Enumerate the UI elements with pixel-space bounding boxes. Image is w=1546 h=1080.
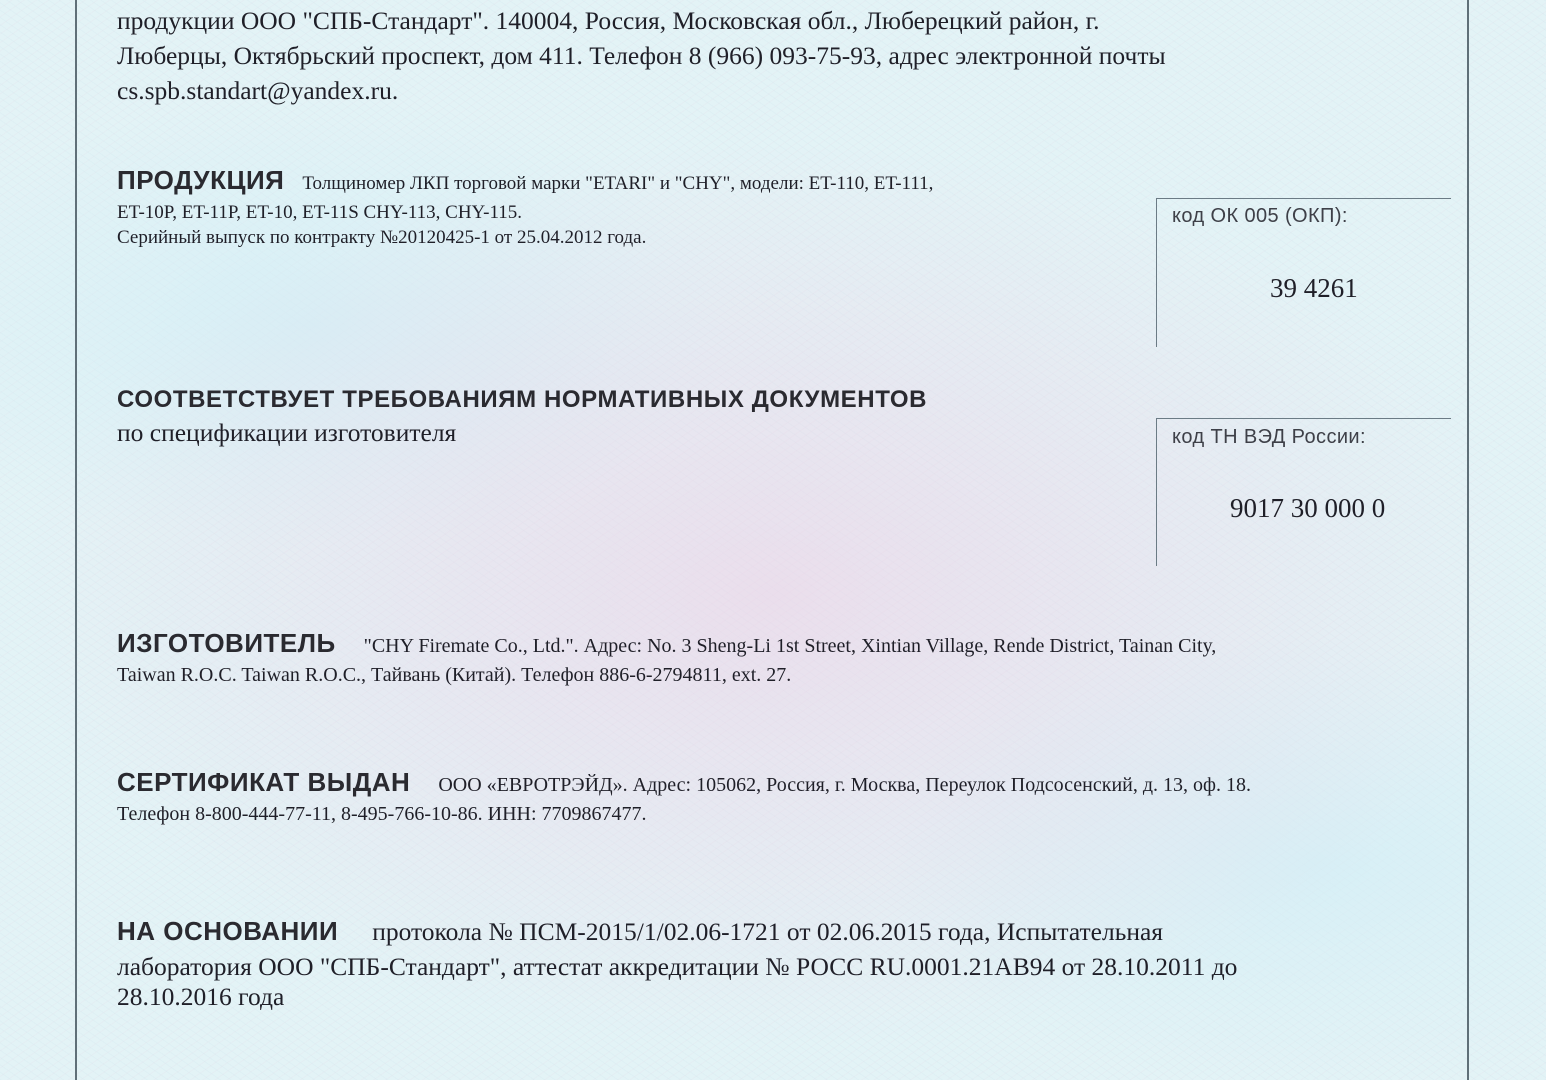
manufacturer-line-2: Taiwan R.O.C. Taiwan R.O.C., Тайвань (Китай). Телефон 886-6-2794811, ext. 27.: [117, 664, 792, 686]
frame-right-border: [1467, 0, 1469, 1080]
conformity-text: по спецификации изготовителя: [117, 418, 457, 447]
manufacturer-heading: ИЗГОТОВИТЕЛЬ: [117, 628, 336, 658]
basis-section: [117, 914, 1237, 1012]
manufacturer-line-1: "CHY Firemate Co., Ltd.". Адрес: No. 3 Sheng-Li 1st Street, Xintian Village, Rende District, Tainan City,: [363, 635, 1217, 657]
basis-line-2: лаборатория ООО "СПБ-Стандарт", аттестат аккредитации № РОСС RU.0001.21АВ94 от 28.10.2011 до: [117, 952, 1238, 981]
applicant-section: [117, 3, 1166, 108]
conformity-section: [117, 383, 927, 449]
basis-line-3: 28.10.2016 года: [117, 982, 285, 1011]
issued-by-section: [117, 767, 1251, 827]
okp-code-value: 39 4261: [1270, 273, 1358, 303]
product-line-3: Серийный выпуск по контракту №20120425-1 от 25.04.2012 года.: [117, 227, 647, 248]
product-line-1: Толщиномер ЛКП торговой марки "ETARI" и "CHY", модели: ET-110, ET-111,: [302, 173, 934, 194]
issued-by-line-2: Телефон 8-800-444-77-11, 8-495-766-10-86. ИНН: 7709867477.: [117, 803, 647, 825]
issued-by-line-1: ООО «ЕВРОТРЭЙД». Адрес: 105062, Россия, г. Москва, Переулок Подсосенский, д. 13, оф. 18.: [438, 774, 1252, 796]
tnved-code-box: [1156, 418, 1451, 566]
applicant-line-1: продукции ООО "СПБ-Стандарт". 140004, Россия, Московская обл., Люберецкий район, г.: [117, 6, 1100, 35]
manufacturer-section: [117, 628, 1216, 688]
okp-code-box: [1156, 198, 1451, 347]
product-section: [117, 165, 933, 250]
applicant-line-2: Люберцы, Октябрьский проспект, дом 411. Телефон 8 (966) 093-75-93, адрес электронной почты: [117, 41, 1166, 70]
frame-left-border: [75, 0, 77, 1080]
basis-heading: НА ОСНОВАНИИ: [117, 916, 339, 946]
tnved-code-label: код ТН ВЭД России:: [1172, 426, 1366, 448]
issued-by-heading: СЕРТИФИКАТ ВЫДАН: [117, 767, 411, 797]
product-line-2: ET-10P, ET-11P, ET-10, ET-11S CHY-113, CHY-115.: [117, 202, 523, 223]
basis-line-1: протокола № ПСМ-2015/1/02.06-1721 от 02.06.2015 года, Испытательная: [372, 917, 1164, 946]
product-heading: ПРОДУКЦИЯ: [117, 165, 285, 195]
okp-code-label: код ОК 005 (ОКП):: [1172, 205, 1348, 227]
conformity-heading: СООТВЕТСТВУЕТ ТРЕБОВАНИЯМ НОРМАТИВНЫХ ДОКУМЕНТОВ: [117, 386, 928, 413]
tnved-code-value: 9017 30 000 0: [1230, 493, 1386, 523]
applicant-line-3: cs.spb.standart@yandex.ru.: [117, 76, 399, 105]
